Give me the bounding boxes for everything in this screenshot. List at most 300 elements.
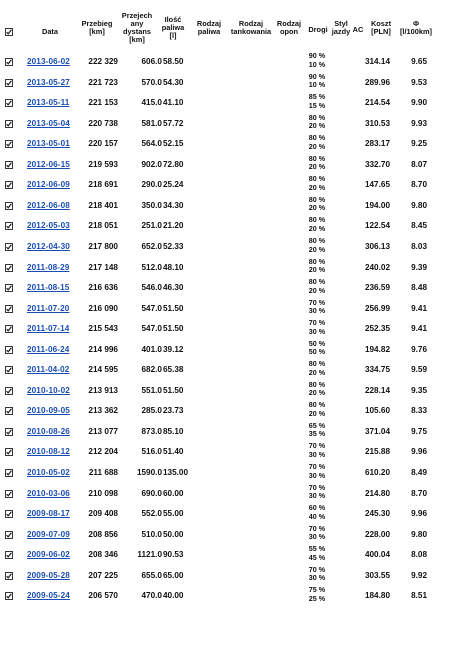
row-roads xyxy=(303,278,331,295)
row-roads xyxy=(303,484,331,501)
row-mileage: 215 543 xyxy=(88,324,118,334)
row-mileage: 210 098 xyxy=(88,488,118,498)
row-date-link[interactable]: 2011-07-14 xyxy=(27,324,70,334)
row-fuel: 51.40 xyxy=(163,447,184,457)
row-roads xyxy=(303,422,331,439)
row-distance: 470.0 xyxy=(141,591,162,601)
row-roads-secondary: 20 % xyxy=(308,223,326,233)
row-roads-secondary: 20 % xyxy=(308,121,326,131)
row-consumption: 9.59 xyxy=(411,365,427,375)
row-roads-secondary: 30 % xyxy=(308,573,326,583)
row-mileage: 222 329 xyxy=(88,57,118,66)
row-distance: 547.0 xyxy=(141,303,162,313)
header-distance: Przejech any dystans [km] xyxy=(121,11,153,44)
row-cost: 371.04 xyxy=(364,426,390,436)
row-consumption: 9.93 xyxy=(411,118,427,128)
row-distance: 516.0 xyxy=(141,447,162,457)
row-distance: 581.0 xyxy=(141,118,162,128)
row-checkbox-icon[interactable] xyxy=(5,181,13,189)
row-roads xyxy=(303,525,331,542)
row-mileage: 207 225 xyxy=(88,570,118,580)
row-roads-primary: 80 % xyxy=(308,359,326,369)
header-driving-style: Styl jazdy xyxy=(331,19,351,36)
row-roads-secondary: 20 % xyxy=(308,408,326,418)
row-fuel: 25.24 xyxy=(163,180,184,190)
row-roads-secondary: 45 % xyxy=(308,552,326,562)
row-date-link[interactable]: 2013-05-11 xyxy=(27,98,70,108)
row-consumption: 9.96 xyxy=(411,509,427,519)
row-date-link[interactable]: 2012-06-08 xyxy=(27,200,70,210)
row-fuel: 41.10 xyxy=(163,98,184,108)
row-roads-secondary: 20 % xyxy=(308,141,326,151)
row-consumption: 9.25 xyxy=(411,139,427,149)
row-roads-primary: 80 % xyxy=(308,194,326,204)
row-checkbox-icon[interactable] xyxy=(5,572,13,580)
row-fuel: 57.72 xyxy=(163,118,184,128)
row-checkbox-icon[interactable] xyxy=(5,325,13,333)
table-row xyxy=(0,73,472,93)
row-consumption: 8.70 xyxy=(411,488,427,498)
row-roads-secondary: 30 % xyxy=(308,450,326,460)
row-roads-primary: 55 % xyxy=(308,544,326,554)
row-mileage: 213 362 xyxy=(88,406,118,416)
row-date-link[interactable]: 2010-09-05 xyxy=(27,406,70,416)
row-checkbox-icon[interactable] xyxy=(5,202,13,210)
header-date: Data xyxy=(41,27,59,36)
row-fuel: 51.50 xyxy=(163,303,184,313)
row-mileage: 217 148 xyxy=(88,262,118,272)
row-cost: 306.13 xyxy=(364,241,390,251)
header-refuel-type: Rodzaj tankowania xyxy=(230,19,272,36)
row-roads xyxy=(303,442,331,459)
row-consumption: 8.03 xyxy=(411,241,427,251)
row-cost: 147.65 xyxy=(364,180,390,190)
row-roads xyxy=(303,155,331,172)
row-distance: 690.0 xyxy=(141,488,162,498)
row-fuel: 39.12 xyxy=(163,344,184,354)
row-mileage: 213 913 xyxy=(88,385,118,395)
row-distance: 512.0 xyxy=(141,262,162,272)
row-roads-primary: 75 % xyxy=(308,585,326,595)
row-date-link[interactable]: 2012-05-03 xyxy=(27,221,70,231)
row-cost: 334.75 xyxy=(364,365,390,375)
table-row xyxy=(0,381,472,401)
row-cost: 194.82 xyxy=(364,344,390,354)
row-roads-primary: 80 % xyxy=(308,400,326,410)
row-roads-secondary: 10 % xyxy=(308,59,326,69)
row-roads xyxy=(303,52,331,69)
row-checkbox-icon[interactable] xyxy=(5,161,13,169)
row-roads-secondary: 20 % xyxy=(308,244,326,254)
row-checkbox-icon[interactable] xyxy=(5,366,13,374)
row-checkbox-icon[interactable] xyxy=(5,58,13,66)
row-date-link[interactable]: 2010-10-02 xyxy=(27,385,70,395)
row-distance: 290.0 xyxy=(141,180,162,190)
row-roads xyxy=(303,299,331,316)
row-mileage: 220 157 xyxy=(88,139,118,149)
row-cost: 214.80 xyxy=(364,488,390,498)
row-roads-secondary: 20 % xyxy=(308,285,326,295)
row-consumption: 8.49 xyxy=(411,468,427,477)
table-row xyxy=(0,258,472,278)
row-cost: 289.96 xyxy=(364,77,390,87)
row-checkbox-icon[interactable] xyxy=(5,346,13,354)
row-fuel: 135.00 xyxy=(163,468,189,477)
row-checkbox-icon[interactable] xyxy=(5,387,13,395)
row-consumption: 9.76 xyxy=(411,344,427,354)
row-checkbox-icon[interactable] xyxy=(5,222,13,230)
table-row xyxy=(0,155,472,175)
row-cost: 105.60 xyxy=(364,406,390,416)
row-roads xyxy=(303,566,331,583)
row-fuel: 65.00 xyxy=(163,570,184,580)
row-fuel: 55.00 xyxy=(163,509,184,519)
row-cost: 283.17 xyxy=(364,139,390,149)
row-consumption: 8.51 xyxy=(411,591,427,601)
table-row xyxy=(0,175,472,195)
table-row xyxy=(0,319,472,339)
header-mileage: Przebieg [km] xyxy=(81,19,113,36)
row-date-link[interactable]: 2011-04-02 xyxy=(27,365,70,375)
row-roads-secondary: 20 % xyxy=(308,203,326,213)
row-checkbox-icon[interactable] xyxy=(5,428,13,436)
row-fuel: 21.20 xyxy=(163,221,184,231)
row-consumption: 8.07 xyxy=(411,159,427,169)
row-checkbox-icon[interactable] xyxy=(5,305,13,313)
row-cost: 332.70 xyxy=(364,159,390,169)
row-distance: 546.0 xyxy=(141,283,162,293)
row-fuel: 65.38 xyxy=(163,365,184,375)
row-distance: 551.0 xyxy=(141,385,162,395)
table-header xyxy=(0,12,472,52)
row-consumption: 8.33 xyxy=(411,406,427,416)
row-mileage: 221 153 xyxy=(88,98,118,108)
header-fuel-amount: Ilość paliwa [l] xyxy=(161,15,185,40)
row-cost: 310.53 xyxy=(364,118,390,128)
row-mileage: 209 408 xyxy=(88,509,118,519)
row-roads xyxy=(303,114,331,131)
table-row xyxy=(0,422,472,442)
row-checkbox-icon[interactable] xyxy=(5,448,13,456)
row-cost: 245.30 xyxy=(364,509,390,519)
row-consumption: 9.35 xyxy=(411,385,427,395)
row-date-link[interactable]: 2011-08-29 xyxy=(27,262,70,272)
row-roads xyxy=(303,586,331,603)
row-cost: 240.02 xyxy=(364,262,390,272)
row-date-link[interactable]: 2011-06-24 xyxy=(27,344,70,354)
table-row xyxy=(0,134,472,154)
row-checkbox-icon[interactable] xyxy=(5,79,13,87)
row-roads xyxy=(303,504,331,521)
row-checkbox-icon[interactable] xyxy=(5,469,13,477)
row-date-link[interactable]: 2009-08-17 xyxy=(27,509,70,519)
row-consumption: 9.53 xyxy=(411,77,427,87)
row-roads xyxy=(303,319,331,336)
row-roads-primary: 70 % xyxy=(308,564,326,574)
row-distance: 652.0 xyxy=(141,241,162,251)
table-row xyxy=(0,401,472,421)
row-roads-secondary: 20 % xyxy=(308,182,326,192)
row-roads-secondary: 30 % xyxy=(308,491,326,501)
row-fuel: 23.73 xyxy=(163,406,184,416)
row-roads-primary: 80 % xyxy=(308,133,326,143)
row-consumption: 9.92 xyxy=(411,570,427,580)
row-roads-secondary: 30 % xyxy=(308,532,326,542)
row-date-link[interactable]: 2010-08-12 xyxy=(27,447,70,457)
row-roads-secondary: 30 % xyxy=(308,326,326,336)
row-date-link[interactable]: 2011-07-20 xyxy=(27,303,70,313)
row-checkbox-icon[interactable] xyxy=(5,531,13,539)
row-distance: 606.0 xyxy=(141,57,162,66)
table-row xyxy=(0,463,472,483)
row-roads-primary: 80 % xyxy=(308,235,326,245)
header-ac: AC xyxy=(352,25,364,34)
row-fuel: 48.10 xyxy=(163,262,184,272)
row-mileage: 211 688 xyxy=(88,468,118,477)
row-distance: 285.0 xyxy=(141,406,162,416)
row-date-link[interactable]: 2013-05-27 xyxy=(27,77,70,87)
row-checkbox-icon[interactable] xyxy=(5,592,13,600)
row-roads-secondary: 20 % xyxy=(308,367,326,377)
row-roads-primary: 65 % xyxy=(308,420,326,430)
row-distance: 873.0 xyxy=(141,426,162,436)
row-consumption: 9.80 xyxy=(411,529,427,539)
row-mileage: 212 204 xyxy=(88,447,118,457)
row-roads-primary: 80 % xyxy=(308,215,326,225)
row-consumption: 9.75 xyxy=(411,426,427,436)
row-mileage: 214 996 xyxy=(88,344,118,354)
row-mileage: 218 051 xyxy=(88,221,118,231)
header-tire-type: Rodzaj opon xyxy=(276,19,302,36)
row-cost: 252.35 xyxy=(364,324,390,334)
row-roads-primary: 70 % xyxy=(308,523,326,533)
row-consumption: 9.65 xyxy=(411,57,427,66)
row-roads xyxy=(303,196,331,213)
row-distance: 552.0 xyxy=(141,509,162,519)
row-date-link[interactable]: 2010-03-06 xyxy=(27,488,70,498)
row-roads-primary: 60 % xyxy=(308,503,326,513)
row-date-link[interactable]: 2009-07-09 xyxy=(27,529,70,539)
row-roads-primary: 70 % xyxy=(308,462,326,471)
row-cost: 314.14 xyxy=(364,57,390,66)
table-row xyxy=(0,525,472,545)
row-checkbox-icon[interactable] xyxy=(5,407,13,415)
row-cost: 303.55 xyxy=(364,570,390,580)
row-consumption: 8.70 xyxy=(411,180,427,190)
row-fuel: 51.50 xyxy=(163,324,184,334)
table-row xyxy=(0,340,472,360)
row-fuel: 40.00 xyxy=(163,591,184,601)
row-roads-secondary: 15 % xyxy=(308,100,326,110)
row-roads-primary: 80 % xyxy=(308,174,326,184)
row-fuel: 52.15 xyxy=(163,139,184,149)
row-consumption: 8.08 xyxy=(411,550,427,560)
row-roads-primary: 70 % xyxy=(308,297,326,307)
row-checkbox-icon[interactable] xyxy=(5,99,13,107)
row-fuel: 85.10 xyxy=(163,426,184,436)
table-row xyxy=(0,237,472,257)
row-fuel: 60.00 xyxy=(163,488,184,498)
row-checkbox-icon[interactable] xyxy=(5,264,13,272)
row-date-link[interactable]: 2011-08-15 xyxy=(27,283,70,293)
row-distance: 655.0 xyxy=(141,570,162,580)
row-roads-secondary: 50 % xyxy=(308,347,326,357)
table-row xyxy=(0,52,472,72)
row-consumption: 9.80 xyxy=(411,200,427,210)
row-roads-secondary: 10 % xyxy=(308,80,326,90)
row-distance: 1121.0 xyxy=(137,550,162,560)
row-mileage: 214 595 xyxy=(88,365,118,375)
row-consumption: 8.48 xyxy=(411,283,427,293)
row-roads-secondary: 20 % xyxy=(308,265,326,275)
row-date-link[interactable]: 2012-06-15 xyxy=(27,159,70,169)
table-row xyxy=(0,484,472,504)
table-row xyxy=(0,545,472,565)
row-date-link[interactable]: 2010-05-02 xyxy=(27,468,70,477)
row-checkbox-icon[interactable] xyxy=(5,120,13,128)
row-distance: 547.0 xyxy=(141,324,162,334)
row-roads-secondary: 20 % xyxy=(308,162,326,172)
row-mileage: 217 800 xyxy=(88,241,118,251)
row-consumption: 9.41 xyxy=(411,324,427,334)
row-consumption: 9.39 xyxy=(411,262,427,272)
row-fuel: 58.50 xyxy=(163,57,184,66)
row-mileage: 206 570 xyxy=(88,591,118,601)
row-roads-primary: 80 % xyxy=(308,256,326,266)
table-row xyxy=(0,114,472,134)
row-roads xyxy=(303,93,331,110)
row-cost: 400.04 xyxy=(364,550,390,560)
table-row xyxy=(0,299,472,319)
row-roads xyxy=(303,134,331,151)
table-row xyxy=(0,278,472,298)
row-distance: 510.0 xyxy=(141,529,162,539)
row-roads-primary: 80 % xyxy=(308,379,326,389)
row-roads xyxy=(303,175,331,192)
row-date-link[interactable]: 2009-06-02 xyxy=(27,550,70,560)
row-roads xyxy=(303,237,331,254)
row-roads-primary: 70 % xyxy=(308,441,326,451)
row-date-link[interactable]: 2013-06-02 xyxy=(27,57,70,66)
table-row xyxy=(0,360,472,380)
row-cost: 228.00 xyxy=(364,529,390,539)
row-fuel: 52.33 xyxy=(163,241,184,251)
row-mileage: 221 723 xyxy=(88,77,118,87)
row-roads-primary: 80 % xyxy=(308,277,326,287)
row-roads-primary: 80 % xyxy=(308,112,326,122)
row-mileage: 216 636 xyxy=(88,283,118,293)
row-date-link[interactable]: 2012-04-30 xyxy=(27,241,70,251)
row-cost: 228.14 xyxy=(364,385,390,395)
header-fuel-type: Rodzaj paliwa xyxy=(196,19,222,36)
row-mileage: 216 090 xyxy=(88,303,118,313)
row-consumption: 9.96 xyxy=(411,447,427,457)
row-cost: 194.00 xyxy=(364,200,390,210)
row-cost: 610.20 xyxy=(364,468,390,477)
header-roads: Drogi xyxy=(308,25,328,34)
table-row xyxy=(0,504,472,524)
row-roads xyxy=(303,73,331,90)
row-mileage: 220 738 xyxy=(88,118,118,128)
row-roads-secondary: 35 % xyxy=(308,429,326,439)
row-roads-secondary: 40 % xyxy=(308,511,326,521)
row-consumption: 9.41 xyxy=(411,303,427,313)
row-cost: 122.54 xyxy=(364,221,390,231)
row-roads-primary: 85 % xyxy=(308,92,326,102)
header-consumption: Φ [l/100km] xyxy=(399,19,433,36)
row-roads-secondary: 30 % xyxy=(308,470,326,480)
row-roads-primary: 80 % xyxy=(308,153,326,163)
row-cost: 236.59 xyxy=(364,283,390,293)
row-date-link[interactable]: 2013-05-01 xyxy=(27,139,70,149)
row-fuel: 54.30 xyxy=(163,77,184,87)
row-checkbox-icon[interactable] xyxy=(5,551,13,559)
row-mileage: 208 856 xyxy=(88,529,118,539)
row-mileage: 218 401 xyxy=(88,200,118,210)
row-roads xyxy=(303,360,331,377)
row-cost: 256.99 xyxy=(364,303,390,313)
row-consumption: 8.45 xyxy=(411,221,427,231)
row-date-link[interactable]: 2010-08-26 xyxy=(27,426,70,436)
row-cost: 214.54 xyxy=(364,98,390,108)
table-row xyxy=(0,566,472,586)
table-row xyxy=(0,216,472,236)
row-distance: 564.0 xyxy=(141,139,162,149)
table-row xyxy=(0,586,472,606)
row-roads-primary: 50 % xyxy=(308,338,326,348)
table-row xyxy=(0,93,472,113)
row-roads-primary: 70 % xyxy=(308,318,326,328)
row-roads-primary: 90 % xyxy=(308,51,326,60)
row-mileage: 208 346 xyxy=(88,550,118,560)
row-distance: 350.0 xyxy=(141,200,162,210)
row-fuel: 72.80 xyxy=(163,159,184,169)
row-fuel: 46.30 xyxy=(163,283,184,293)
row-roads xyxy=(303,381,331,398)
row-distance: 570.0 xyxy=(141,77,162,87)
row-mileage: 219 593 xyxy=(88,159,118,169)
row-checkbox-icon[interactable] xyxy=(5,284,13,292)
row-roads-secondary: 20 % xyxy=(308,388,326,398)
row-checkbox-icon[interactable] xyxy=(5,140,13,148)
select-all-checkbox-icon[interactable] xyxy=(5,28,13,36)
row-distance: 902.0 xyxy=(141,159,162,169)
row-checkbox-icon[interactable] xyxy=(5,243,13,251)
row-fuel: 90.53 xyxy=(163,550,184,560)
row-mileage: 213 077 xyxy=(88,426,118,436)
row-roads xyxy=(303,401,331,418)
row-cost: 184.80 xyxy=(364,591,390,601)
row-distance: 1590.0 xyxy=(136,468,162,477)
row-roads xyxy=(303,463,331,480)
row-distance: 401.0 xyxy=(141,344,162,354)
row-fuel: 34.30 xyxy=(163,200,184,210)
row-date-link[interactable]: 2013-05-04 xyxy=(27,118,70,128)
header-cost: Koszt [PLN] xyxy=(370,19,392,36)
row-roads-secondary: 25 % xyxy=(308,593,326,603)
row-date-link[interactable]: 2012-06-09 xyxy=(27,180,70,190)
row-checkbox-icon[interactable] xyxy=(5,490,13,498)
row-roads xyxy=(303,340,331,357)
row-consumption: 9.90 xyxy=(411,98,427,108)
table-row xyxy=(0,196,472,216)
row-checkbox-icon[interactable] xyxy=(5,510,13,518)
row-roads-primary: 70 % xyxy=(308,482,326,492)
row-date-link[interactable]: 2009-05-28 xyxy=(27,570,70,580)
row-fuel: 50.00 xyxy=(163,529,184,539)
row-roads-primary: 90 % xyxy=(308,71,326,81)
row-date-link[interactable]: 2009-05-24 xyxy=(27,591,70,601)
